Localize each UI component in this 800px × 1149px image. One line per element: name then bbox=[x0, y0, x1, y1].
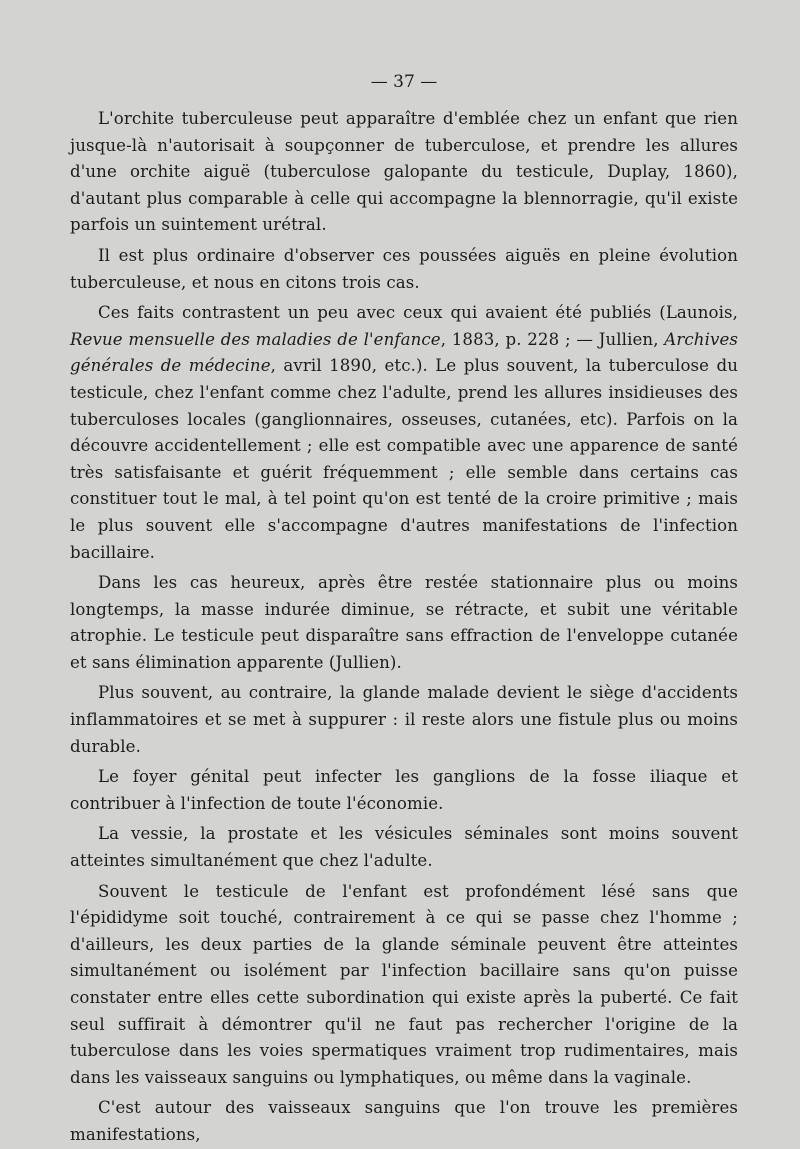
paragraph bbox=[70, 680, 738, 760]
text-segment: , 1883, p. 228 ; — Jullien, bbox=[440, 329, 665, 349]
text-segment: Il est plus ordinaire d'observer ces poussées aiguës en pleine évolution tuberculeuse, et nous en citons trois cas. bbox=[70, 245, 738, 292]
text-segment: Souvent le testicule de l'enfant est profondément lésé sans que l'épididyme soit touché, contrairement à ce qui se passe chez l'homme ; d'ailleurs, les deux parties de la glande séminale peuvent être atteintes simultanément ou isolément par l'infection bacillaire sans qu'on puisse constater entre elles cette subordination qui existe après la puberté. Ce fait seul suffirait à démontrer qu'il ne faut pas rechercher l'origine de la tuberculose dans les voies spermatiques vraiment trop rudimentaires, mais dans les vaisseaux sanguins ou lymphatiques, ou même dans la vaginale. bbox=[70, 881, 738, 1087]
text-segment: Dans les cas heureux, après être restée stationnaire plus ou moins longtemps, la masse indurée diminue, se rétracte, et subit une véritable atrophie. Le testicule peut disparaître sans effraction de l'enveloppe cutanée et sans élimination apparente (Jullien). bbox=[70, 573, 738, 672]
paragraph bbox=[70, 243, 738, 296]
text-segment: , avril 1890, etc.). Le plus souvent, la tuberculose du testicule, chez l'enfant comme chez l'adulte, prend les allures insidieuses des tuberculoses locales (ganglionnaires, osseuses, cutanées, etc). Parfois on la découvre accidentellement ; elle est compatible avec une apparence de santé très satisfaisante et guérit fréquemment ; elle semble dans certains cas constituer tout le mal, à tel point qu'on est tenté de la croire primitive ; mais le plus souvent elle s'accompagne d'autres manifestations de l'infection bacillaire. bbox=[70, 356, 738, 562]
paragraph bbox=[70, 1095, 738, 1148]
body-text bbox=[70, 106, 738, 1149]
italic-citation: Archives générales de médecine bbox=[70, 329, 738, 376]
text-segment: L'orchite tuberculeuse peut apparaître d'emblée chez un enfant que rien jusque-là n'autorisait à soupçonner de tuberculose, et prendre les allures d'une orchite aiguë (tuberculose galopante du testicule, Duplay, 1860), d'autant plus comparable à celle qui accompagne la blennorragie, qu'il existe parfois un suintement urétral. bbox=[70, 109, 738, 235]
paragraph bbox=[70, 570, 738, 676]
paragraph bbox=[70, 106, 738, 239]
text-segment: Ces faits contrastent un peu avec ceux qui avaient été publiés (Launois, bbox=[98, 303, 738, 323]
text-segment: La vessie, la prostate et les vésicules séminales sont moins souvent atteintes simultanément que chez l'adulte. bbox=[70, 824, 738, 871]
paragraph bbox=[70, 764, 738, 817]
text-segment: Plus souvent, au contraire, la glande malade devient le siège d'accidents inflammatoires et se met à suppurer : il reste alors une fistule plus ou moins durable. bbox=[70, 683, 738, 756]
paragraph bbox=[70, 300, 738, 566]
paragraph bbox=[70, 879, 738, 1092]
text-segment: Le foyer génital peut infecter les ganglions de la fosse iliaque et contribuer à l'infection de toute l'économie. bbox=[70, 767, 738, 813]
text-segment: C'est autour des vaisseaux sanguins que l'on trouve les premières manifestations, bbox=[70, 1098, 738, 1144]
paragraph bbox=[70, 821, 738, 874]
italic-citation: Revue mensuelle des maladies de l'enfance bbox=[70, 329, 441, 349]
page-number: — 37 — bbox=[370, 72, 438, 92]
